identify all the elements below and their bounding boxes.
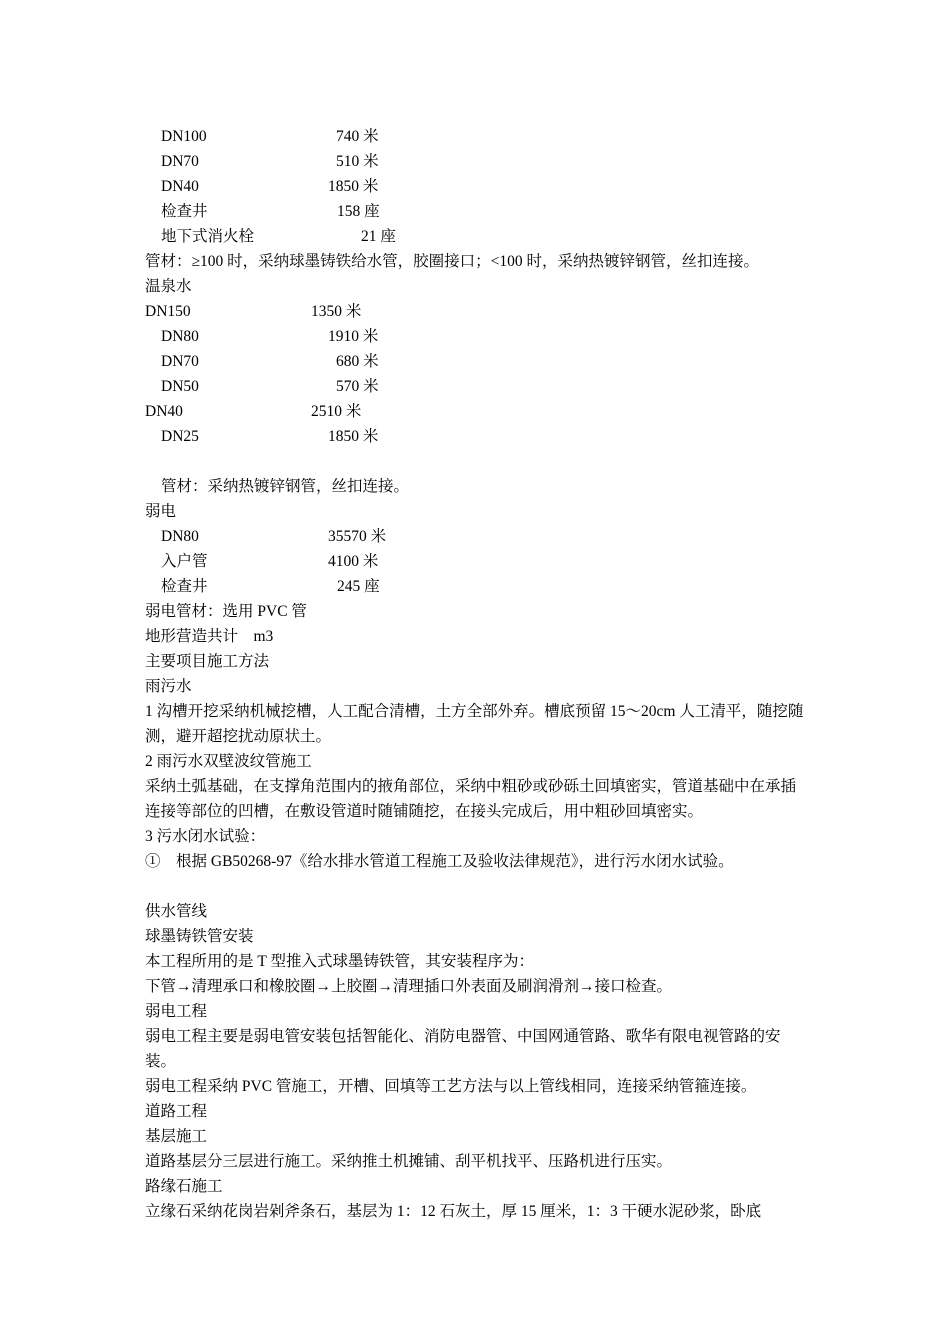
item-name: DN40 [145, 403, 183, 420]
quantity-row [145, 524, 810, 549]
item-qty: 1350 米 [311, 303, 362, 320]
paragraph: 弱电工程采纳 PVC 管施工，开槽、回填等工艺方法与以上管线相同，连接采纳管箍连接。 [145, 1078, 757, 1095]
terrain-total: 地形营造共计 m3 [145, 628, 274, 645]
subsection-heading: 3 污水闭水试验： [145, 828, 266, 845]
section-heading: 道路工程 [145, 1103, 208, 1120]
item-name: DN80 [161, 528, 199, 545]
item-qty: 740 米 [336, 128, 379, 145]
item-name: 检查井 [161, 578, 208, 595]
quantity-row [145, 374, 810, 399]
item-name: DN100 [161, 128, 207, 145]
item-name: DN70 [161, 353, 199, 370]
paragraph: 道路基层分三层进行施工。采纳推土机摊铺、刮平机找平、压路机进行压实。 [145, 1153, 673, 1170]
section-heading: 温泉水 [145, 278, 192, 295]
section-heading: 供水管线 [145, 903, 208, 920]
paragraph: 立缘石采纳花岗岩剁斧条石，基层为 1：12 石灰土，厚 15 厘米，1：3 干硬水泥砂浆，卧底 [145, 1203, 762, 1220]
item-name: DN40 [161, 178, 199, 195]
paragraph: 本工程所用的是 T 型推入式球墨铸铁管，其安装程序为： [145, 953, 534, 970]
item-qty: 158 座 [337, 203, 380, 220]
section-heading: 弱电工程 [145, 1003, 208, 1020]
quantity-row [145, 324, 810, 349]
material-note: 管材：≥100 时，采纳球墨铸铁给水管，胶圈接口；<100 时，采纳热镀锌钢管，丝扣连接。 [145, 253, 760, 270]
subsection-heading: 基层施工 [145, 1128, 208, 1145]
quantity-row [145, 299, 810, 324]
subsection-heading: 2 雨污水双壁波纹管施工 [145, 753, 312, 770]
list-item: ① 根据 GB50268-97《给水排水管道工程施工及验收法律规范》，进行污水闭水试验。 [145, 853, 734, 870]
document-body [145, 124, 810, 1224]
subsection-heading: 雨污水 [145, 678, 192, 695]
material-note: 弱电管材：选用 PVC 管 [145, 603, 307, 620]
item-qty: 21 座 [361, 228, 396, 245]
quantity-row [145, 549, 810, 574]
quantity-row [145, 124, 810, 149]
section-heading: 弱电 [145, 503, 177, 520]
item-qty: 4100 米 [328, 553, 379, 570]
item-qty: 245 座 [337, 578, 380, 595]
quantity-row [145, 399, 810, 424]
quantity-row [145, 349, 810, 374]
quantity-row [145, 174, 810, 199]
item-qty: 570 米 [336, 378, 379, 395]
paragraph: 弱电工程主要是弱电管安装包括智能化、消防电器管、中国网通管路、歌华有限电视管路的安装。 [145, 1028, 781, 1070]
quantity-row [145, 149, 810, 174]
item-name: DN70 [161, 153, 199, 170]
paragraph: 1 沟槽开挖采纳机械挖槽，人工配合清槽，土方全部外弃。槽底预留 15～20cm 人工清平，随挖随测，避开超挖扰动原状土。 [145, 703, 804, 745]
item-qty: 2510 米 [311, 403, 362, 420]
blank-line [145, 449, 810, 474]
item-qty: 1850 米 [328, 178, 379, 195]
item-name: 地下式消火栓 [161, 228, 255, 245]
subsection-heading: 路缘石施工 [145, 1178, 223, 1195]
material-note: 管材：采纳热镀锌钢管，丝扣连接。 [161, 478, 410, 495]
quantity-row [145, 574, 810, 599]
item-qty: 1910 米 [328, 328, 379, 345]
item-name: DN50 [161, 378, 199, 395]
paragraph: 采纳土弧基础，在支撑角范围内的掖角部位，采纳中粗砂或砂砾土回填密实，管道基础中在承插连接等部位的凹槽，在敷设管道时随铺随挖，在接头完成后，用中粗砂回填密实。 [145, 778, 797, 820]
quantity-row [145, 224, 810, 249]
item-name: DN25 [161, 428, 199, 445]
item-name: DN80 [161, 328, 199, 345]
blank-line [145, 874, 810, 899]
quantity-row [145, 199, 810, 224]
item-qty: 680 米 [336, 353, 379, 370]
item-qty: 1850 米 [328, 428, 379, 445]
paragraph: 下管→清理承口和橡胶圈→上胶圈→清理插口外表面及刷润滑剂→接口检查。 [145, 978, 673, 995]
quantity-row [145, 424, 810, 449]
item-name: DN150 [145, 303, 191, 320]
item-qty: 510 米 [336, 153, 379, 170]
subsection-heading: 球墨铸铁管安装 [145, 928, 254, 945]
section-heading: 主要项目施工方法 [145, 653, 270, 670]
item-qty: 35570 米 [328, 528, 387, 545]
item-name: 入户管 [161, 553, 208, 570]
item-name: 检查井 [161, 203, 208, 220]
